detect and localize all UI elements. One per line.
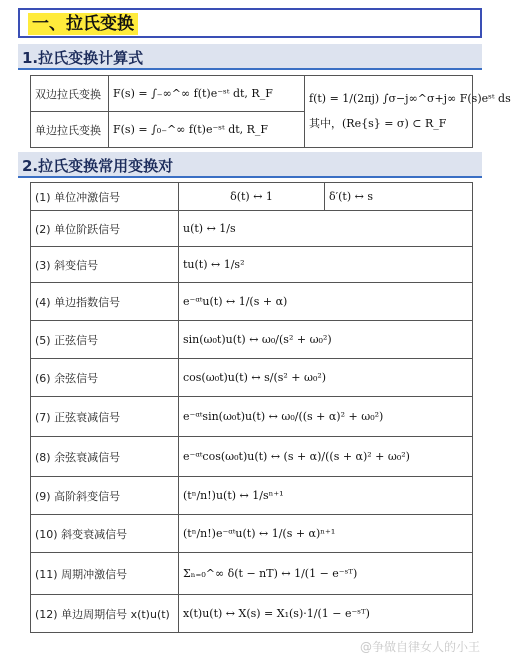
row-label: (5) 正弦信号: [31, 321, 179, 359]
row-label: (11) 周期冲激信号: [31, 553, 179, 595]
section-heading-2: [18, 152, 482, 178]
inverse-cell: [305, 76, 511, 148]
table-row: [31, 211, 473, 247]
transform-pairs-table: [30, 182, 473, 633]
pair-cell: (tⁿ/n!)u(t) ↔ 1/sⁿ⁺¹: [179, 477, 473, 515]
table-row: [31, 477, 473, 515]
row-label: 双边拉氏变换: [31, 76, 109, 112]
row-label: (10) 斜变衰减信号: [31, 515, 179, 553]
row-label: (6) 余弦信号: [31, 359, 179, 397]
table-row: [31, 321, 473, 359]
table-row: [31, 359, 473, 397]
row-label: (4) 单边指数信号: [31, 283, 179, 321]
pair-cell: e⁻ᵅᵗsin(ω₀t)u(t) ↔ ω₀/((s + α)² + ω₀²): [179, 397, 473, 437]
table-row: [31, 437, 473, 477]
table-row: [31, 553, 473, 595]
pair-cell: cos(ω₀t)u(t) ↔ s/(s² + ω₀²): [179, 359, 473, 397]
row-label: (1) 单位冲激信号: [31, 183, 179, 211]
row-label: (12) 单边周期信号 x(t)u(t): [31, 595, 179, 633]
table-row: [31, 247, 473, 283]
pair-cell: Σₙ₌₀^∞ δ(t − nT) ↔ 1/(1 − e⁻ˢᵀ): [179, 553, 473, 595]
pair-cell: (tⁿ/n!)e⁻ᵅᵗu(t) ↔ 1/(s + α)ⁿ⁺¹: [179, 515, 473, 553]
watermark: @争做自律女人的小王: [359, 640, 480, 654]
row-label: (9) 高阶斜变信号: [31, 477, 179, 515]
table-row: [31, 397, 473, 437]
bilateral-formula: F(s) = ∫₋∞^∞ f(t)e⁻ˢᵗ dt, R_F: [109, 76, 305, 112]
table-row: [31, 183, 473, 211]
table-row: [31, 595, 473, 633]
table-row: [31, 515, 473, 553]
row-label: 单边拉氏变换: [31, 112, 109, 148]
pair-cell: sin(ω₀t)u(t) ↔ ω₀/(s² + ω₀²): [179, 321, 473, 359]
pair-cell-2: δ′(t) ↔ s: [325, 183, 473, 211]
row-label: (2) 单位阶跃信号: [31, 211, 179, 247]
pair-cell: tu(t) ↔ 1/s²: [179, 247, 473, 283]
pair-cell: δ(t) ↔ 1: [179, 183, 325, 211]
inverse-formula: f(t) = 1/(2πj) ∫σ−j∞^σ+j∞ F(s)eˢᵗ ds: [309, 92, 511, 105]
document-title: 一、拉氏变换: [28, 13, 138, 35]
pair-cell: e⁻ᵅᵗu(t) ↔ 1/(s + α): [179, 283, 473, 321]
table-row: [31, 76, 473, 112]
inverse-condition: 其中，(Re{s} = σ) ⊂ R_F: [309, 117, 447, 130]
unilateral-formula: F(s) = ∫₀₋^∞ f(t)e⁻ˢᵗ dt, R_F: [109, 112, 305, 148]
formula-table: [30, 75, 511, 148]
row-label: (3) 斜变信号: [31, 247, 179, 283]
table-row: [31, 283, 473, 321]
row-label: (8) 余弦衰减信号: [31, 437, 179, 477]
section-heading-1-text: 1.拉氏变换计算式: [22, 49, 144, 67]
pair-cell: x(t)u(t) ↔ X(s) = X₁(s)·1/(1 − e⁻ˢᵀ): [179, 595, 473, 633]
pair-cell: e⁻ᵅᵗcos(ω₀t)u(t) ↔ (s + α)/((s + α)² + ω₀²): [179, 437, 473, 477]
section-heading-2-text: 2.拉氏变换常用变换对: [22, 157, 174, 175]
pair-cell: u(t) ↔ 1/s: [179, 211, 473, 247]
row-label: (7) 正弦衰减信号: [31, 397, 179, 437]
document-title-box: [18, 8, 482, 38]
section-heading-1: [18, 44, 482, 70]
